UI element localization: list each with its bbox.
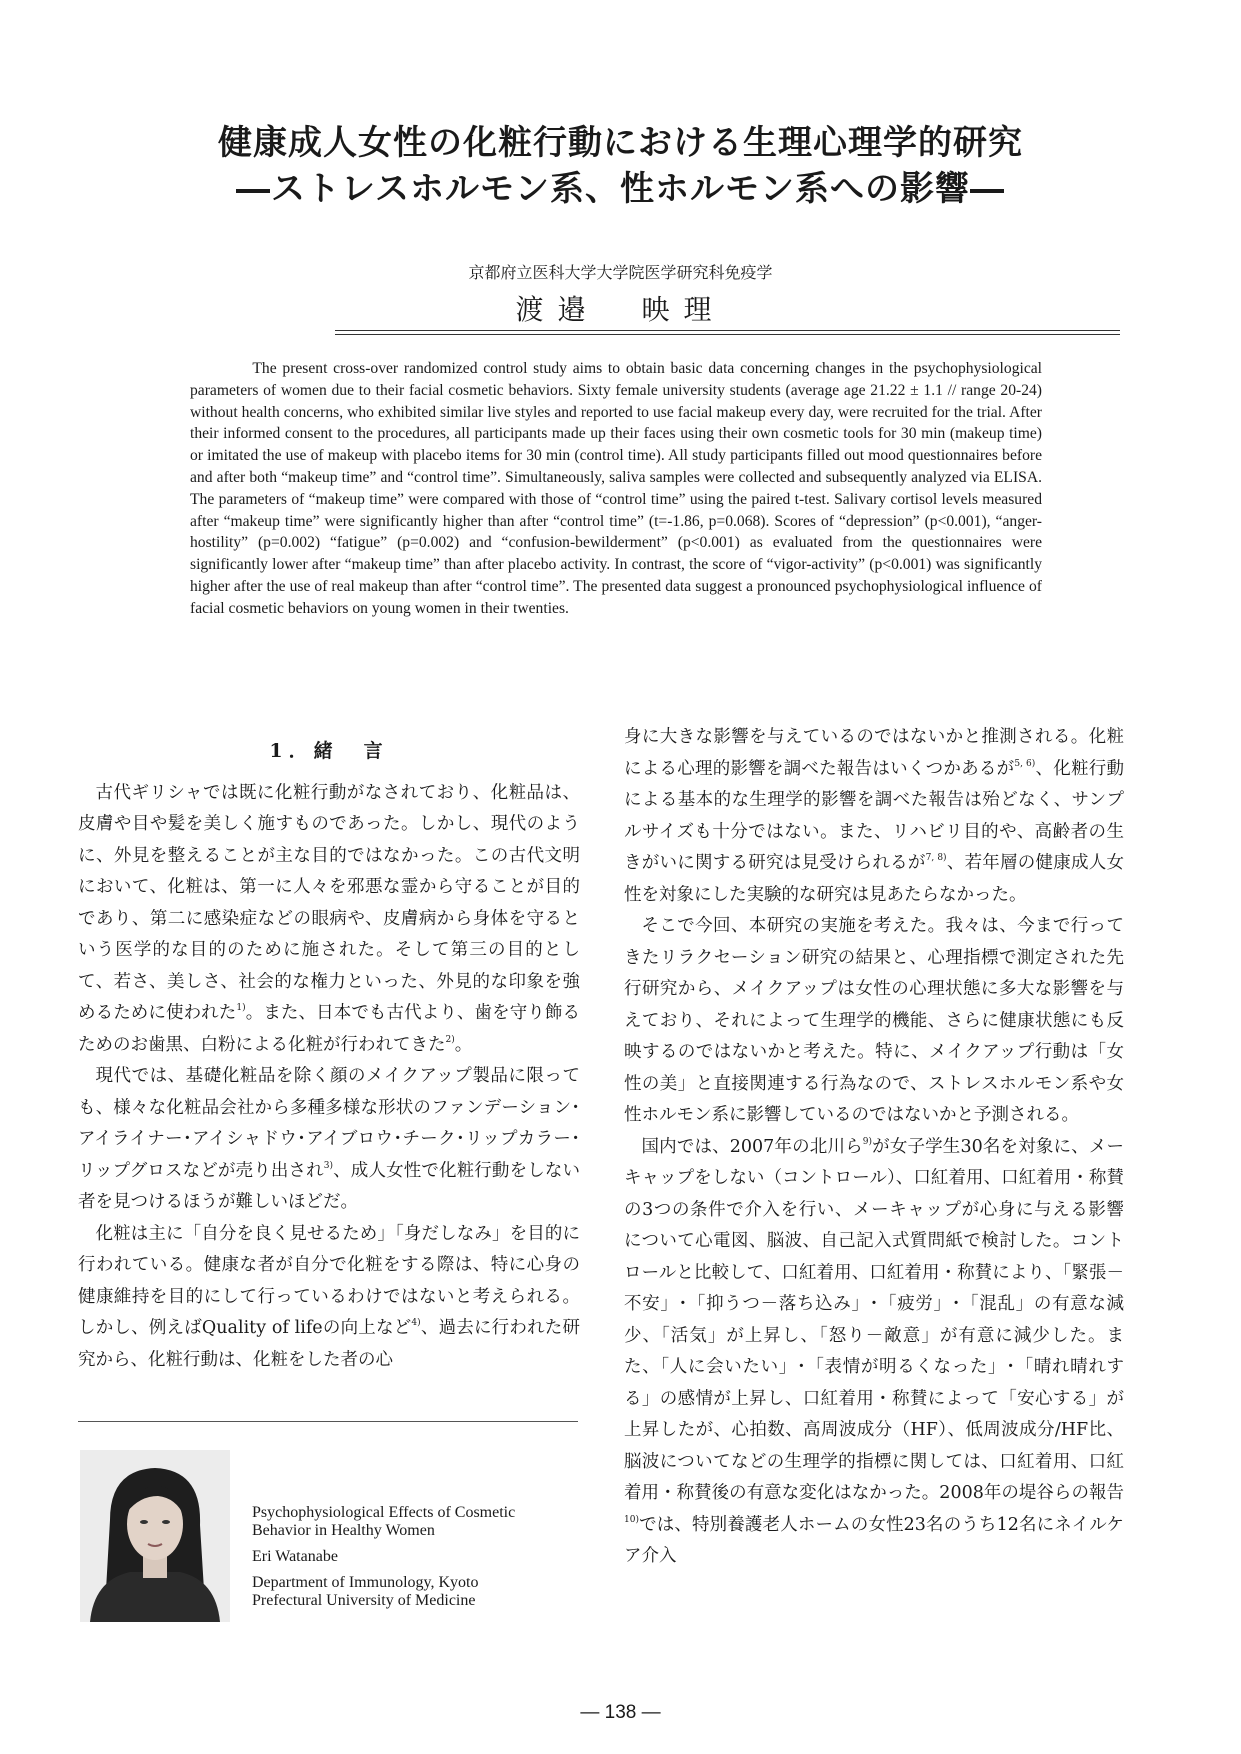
body-paragraph <box>624 722 1124 911</box>
body-text: 、過去に行われた研究から、化粧行動は、化粧をした者の心 <box>78 1318 580 1370</box>
page-number: ― 138 ― <box>580 1702 661 1723</box>
citation-ref: 3) <box>323 1160 334 1171</box>
header-rule-thick <box>335 330 1120 331</box>
body-paragraph: そこで今回、本研究の実施を考えた。我々は、今まで行ってきたリラクセーション研究の結果と、心理指標で測定された先行研究から、メイクアップは女性の心理状態に多大な影響を与えており、それによって生理学的機能、さらに健康状態にも反映するのではないかと考えた。特に、メイクアップ行動は「女性の美」と直接関連する行為なので、ストレスホルモン系や女性ホルモン系に影響しているのではないかと予測される。 <box>624 916 1124 1125</box>
body-text: 化粧は主に「自分を良く見せるため」「身だしなみ」を目的に行われている。健康な者が自分で化粧をする際は、特に心身の健康維持を目的にして行っているわけではないと考えられる。しかし、例えばQuality of lifeの向上など <box>78 1223 580 1338</box>
body-text: が女子学生30名を対象に、メーキャップをしない（コントロール）、口紅着用、口紅着用・称賛の3つの条件で介入を行い、メーキャップが心身に与える影響について心電図、脳波、自己記入式質問紙で検討した。コントロールと比較して、口紅着用、口紅着用・称賛により、「緊張－不安」･「抑うつ－落ち込み」･「疲労」･「混乱」の有意な減少、「活気」が上昇し、「怒り－敵意」が有意に減少した。また、「人に会いたい」･「表情が明るくなった」･「晴れ晴れする」の感情が上昇し、口紅着用・称賛によって「安心する」が上昇したが、心拍数、高周波成分（HF）、低周波成分/HF比、脳波についてなどの生理学的指標に関しては、口紅着用、口紅着用・称賛後の有意な変化はなかった。2008年の堤谷らの報告 <box>624 1136 1124 1503</box>
english-department-line-1: Department of Immunology, Kyoto <box>252 1574 479 1591</box>
body-text: 、化粧行動による基本的な生理学的影響を調べた報告は殆どなく、サンプルサイズも十分ではない。また、リハビリ目的や、高齢者の生きがいに関する研究は見受けられるが <box>624 758 1125 873</box>
english-department-line-2: Prefectural University of Medicine <box>252 1592 476 1609</box>
body-text: 身に大きな影響を与えているのではないかと推測される。化粧による心理的影響を調べた報告はいくつかあるが <box>624 727 1124 779</box>
english-profile <box>252 1504 578 1618</box>
body-text: 。また、日本でも古代より、歯を守り飾るためのお歯黒、白粉による化粧が行われてきた <box>78 1003 581 1055</box>
body-text: 現代では、基礎化粧品を除く顔のメイクアップ製品に限っても、様々な化粧品会社から多種多様な形状のファンデーション･アイライナー･アイシャドウ･アイブロウ･チーク･リップカラー･リップグロスなどが売り出され <box>78 1066 580 1181</box>
english-department <box>252 1574 578 1610</box>
left-column <box>78 736 580 1376</box>
author-portrait-icon <box>80 1450 230 1622</box>
paper-title-line-1: 健康成人女性の化粧行動における生理心理学的研究 <box>218 123 1023 163</box>
title-block <box>0 120 1241 212</box>
body-text: 古代ギリシャでは既に化粧行動がなされており、化粧品は、皮膚や目や髪を美しく施すものであった。しかし、現代のように、外見を整えることが主な目的ではなかった。この古代文明において、化粧は、第一に人々を邪悪な霊から守ることが目的であり、第二に感染症などの眼病や、皮膚病から身体を守るという医学的な目的のために施された。そして第三の目的として、若さ、美しさ、社会的な権力といった、外見的な印象を強めるために使われた <box>78 782 580 1023</box>
author-photo <box>80 1450 230 1622</box>
body-text: 国内では、2007年の北川ら <box>641 1136 863 1157</box>
section-heading-introduction: 1．緒 言 <box>269 740 389 762</box>
paper-title-line-2: ―ストレスホルモン系、性ホルモン系への影響― <box>236 169 1005 209</box>
citation-ref: 7, 8) <box>925 853 947 863</box>
header-rule-thin <box>335 334 1120 335</box>
profile-divider <box>78 1421 578 1422</box>
body-paragraph <box>624 1132 1124 1573</box>
english-title <box>252 1504 578 1540</box>
author-affiliation: 京都府立医科大学大学院医学研究科免疫学 <box>468 263 773 282</box>
citation-ref: 1) <box>236 1003 246 1013</box>
body-paragraph <box>78 1061 580 1219</box>
body-text: では、特別養護老人ホームの女性23名のうち12名にネイルケア介入 <box>624 1514 1124 1566</box>
english-title-line-1: Psychophysiological Effects of Cosmetic <box>252 1504 516 1521</box>
right-column <box>624 722 1124 1573</box>
body-text: 。 <box>454 1034 473 1055</box>
english-title-line-2: Behavior in Healthy Women <box>252 1522 435 1539</box>
body-text: 、成人女性で化粧行動をしない者を見つけるほうが難しいほどだ。 <box>78 1160 580 1212</box>
citation-ref: 9) <box>862 1136 873 1147</box>
english-author: Eri Watanabe <box>252 1548 338 1565</box>
body-paragraph <box>78 1219 580 1377</box>
author-name: 渡邉 映理 <box>515 293 726 326</box>
body-text: 、若年層の健康成人女性を対象にした実験的な研究は見あたらなかった。 <box>624 853 1125 905</box>
english-abstract: The present cross-over randomized control study aims to obtain basic data concerning changes in the psychophysiological parameters of women due to their facial cosmetic behaviors. Sixty female university students (average age 21.22 ± 1.1 // range 20-24) without health concerns, who exhibited similar live styles and reported to use facial makeup every day, were recruited for the trial. After their informed consent to the procedures, all participants made up their faces using their own cosmetic tools for 30 min (makeup time) or imitated the use of makeup with placebo items for 30 min (control time). All study participants filled out mood questionnaires before and after both “makeup time” and “control time”. Simultaneously, saliva samples were collected and subsequently analyzed via ELISA. The parameters of “makeup time” were compared with those of “control time” using the paired t-test. Salivary cortisol levels measured after “makeup time” were significantly higher than after “control time” (t=-1.86, p=0.068). Scores of “depression” (p<0.001), “anger-hostility” (p=0.002) “fatigue” (p=0.002) and “confusion-bewilderment” (p<0.001) as evaluated from the questionnaires were significantly lower after “makeup time” than after placebo activity. In contrast, the score of “vigor-activity” (p<0.001) was significantly higher after the use of real makeup than after “control time”. The presented data suggest a pronounced psychophysiological influence of facial cosmetic behaviors on young women in their twenties. <box>190 360 1042 617</box>
citation-ref: 4) <box>411 1318 421 1328</box>
body-paragraph <box>78 778 580 1062</box>
citation-ref: 5, 6) <box>1014 758 1036 769</box>
citation-ref: 2) <box>445 1034 455 1045</box>
citation-ref: 10) <box>624 1514 639 1525</box>
